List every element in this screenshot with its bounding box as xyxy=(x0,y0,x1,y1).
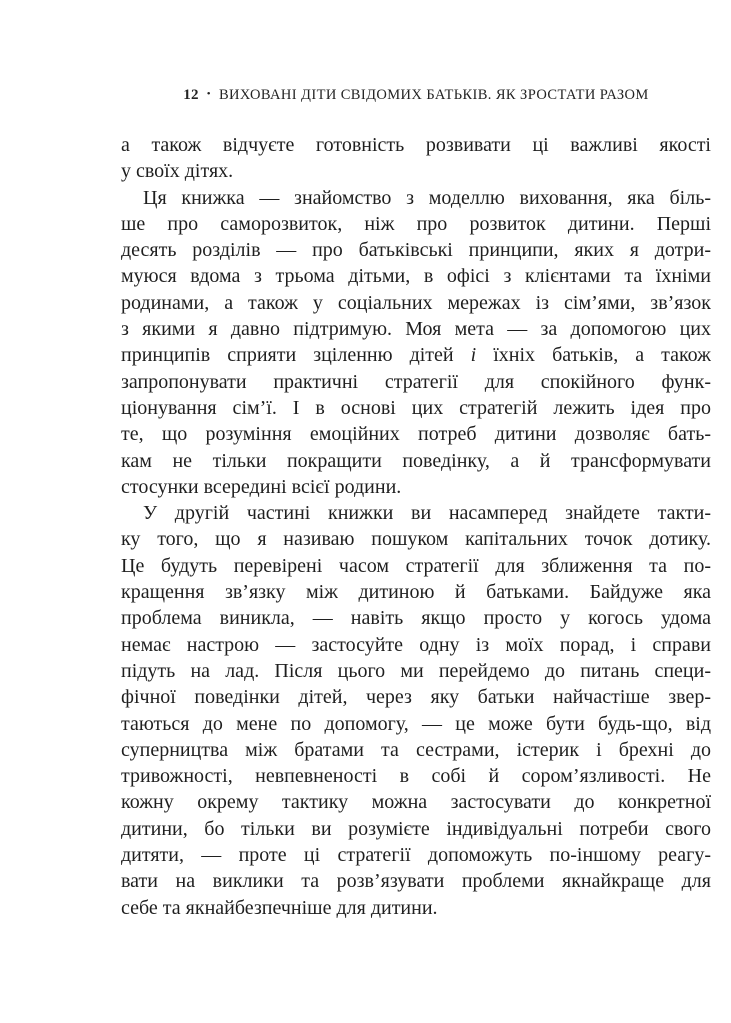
text-line: Це будуть перевірені часом стратегії для зближення та по- xyxy=(121,554,711,577)
text-line: муюся вдома з трьома дітьми, в офісі з клієнтами та їхніми xyxy=(121,265,711,288)
text-line: фічної поведінки дітей, через яку батьки найчастіше звер- xyxy=(121,686,711,709)
text-line: вати на виклики та розв’язувати проблеми якнайкраще для xyxy=(121,870,711,893)
bullet-separator-icon: • xyxy=(206,88,211,100)
text-block xyxy=(121,132,711,921)
text-line: таються до мене по допомогу, — це може бути будь-що, від xyxy=(121,712,711,735)
text-line: тривожності, невпевненості в собі й сором’язливості. Не xyxy=(121,765,711,788)
text-line: У другій частині книжки ви насамперед знайдете такти- xyxy=(143,502,711,525)
text-line: кращення зв’язку між дитиною й батьками. Байдуже яка xyxy=(121,581,711,604)
running-title: ВИХОВАНІ ДІТИ СВІДОМИХ БАТЬКІВ. ЯК ЗРОСТАТИ РАЗОМ xyxy=(218,87,649,103)
text-line: стосунки всередині всієї родини. xyxy=(121,475,402,498)
paragraph xyxy=(121,132,711,185)
paragraph xyxy=(121,500,711,921)
running-header xyxy=(121,87,711,104)
text-line: родинами, а також у соціальних мережах із сім’ями, зв’язок xyxy=(121,291,711,314)
text-line: дитяти, — проте ці стратегії допоможуть по-іншому реагу- xyxy=(121,844,711,867)
text-line: запропонувати практичні стратегії для спокійного функ- xyxy=(121,370,711,393)
text-line: себе та якнайбезпечніше для дитини. xyxy=(121,896,438,919)
text-line: Ця книжка — знайомство з моделлю виховання, яка біль- xyxy=(143,186,711,209)
text-line: дитини, бо тільки ви розумієте індивідуальні потреби свого xyxy=(121,817,711,840)
text-line: суперництва між братами та сестрами, істерик і брехні до xyxy=(121,738,711,761)
paragraph xyxy=(121,185,711,501)
page-number: 12 xyxy=(183,87,199,103)
text-line: те, що розуміння емоційних потреб дитини дозволяє бать- xyxy=(121,423,711,446)
text-line: з якими я давно підтримую. Моя мета — за допомогою цих xyxy=(121,318,711,341)
text-line: а також відчуєте готовність розвивати ці важливі якості xyxy=(121,134,711,156)
text-line: принципів сприяти зціленню дітей і їхніх батьків, а також xyxy=(121,344,711,367)
text-line: немає настрою — застосуйте одну із моїх порад, і справи xyxy=(121,633,711,656)
text-line: ше про саморозвиток, ніж про розвиток дитини. Перші xyxy=(121,212,711,235)
text-line: кожну окрему тактику можна застосувати до конкретної xyxy=(121,791,711,814)
text-line: у своїх дітях. xyxy=(121,160,234,183)
text-line: проблема виникла, — навіть якщо просто у когось удома xyxy=(121,607,711,630)
text-line: ку того, що я називаю пошуком капітальних точок дотику. xyxy=(121,528,711,551)
text-line: кам не тільки покращити поведінку, а й трансформувати xyxy=(121,449,711,472)
body-text xyxy=(121,132,711,921)
text-line: десять розділів — про батьківські принципи, яких я дотри- xyxy=(121,239,711,262)
text-line: ціонування сім’ї. І в основі цих стратегій лежить ідея про xyxy=(121,396,711,419)
text-line: підуть на лад. Після цього ми перейдемо до питань специ- xyxy=(121,659,711,682)
